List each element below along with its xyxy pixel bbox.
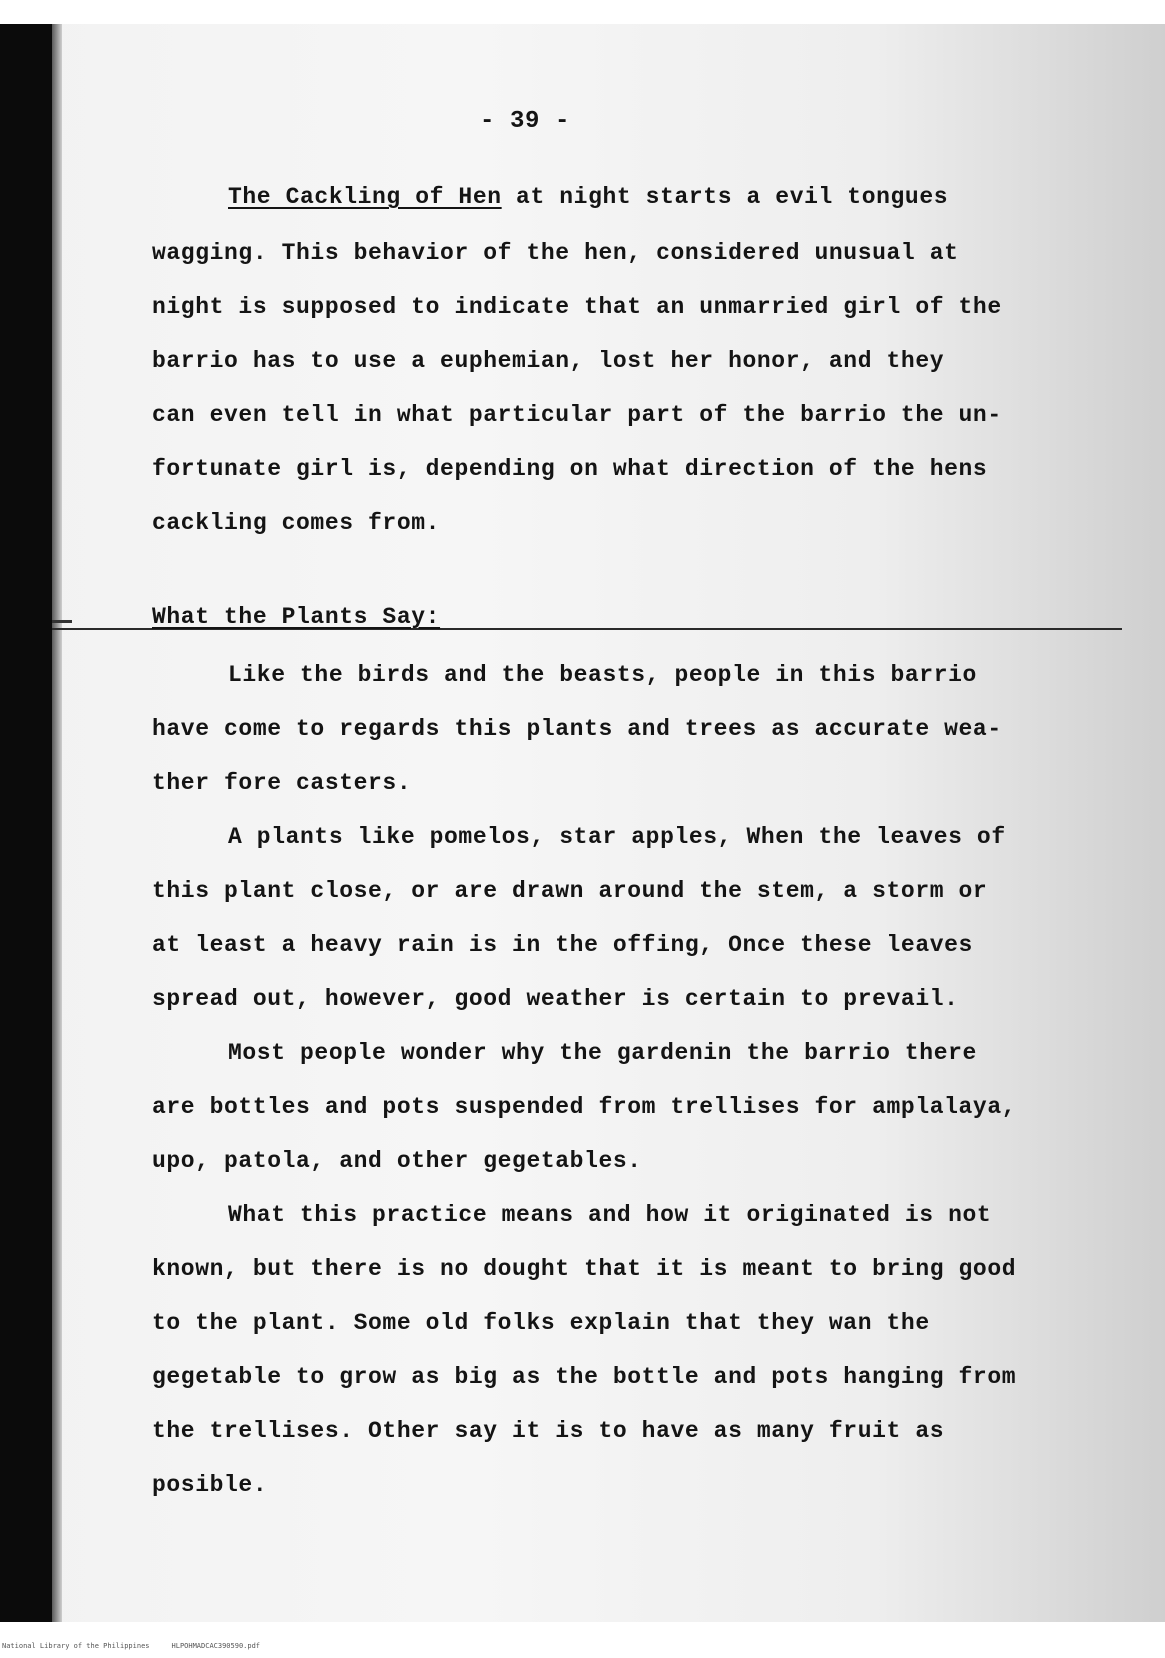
binding-edge [52, 24, 62, 1622]
paragraph-first-line: Most people wonder why the gardenin the barrio there [228, 1040, 977, 1066]
section1-line: wagging. This behavior of the hen, considered unusual at [152, 240, 959, 266]
footer-library: National Library of the Philippines [2, 1642, 150, 1650]
section1-line: can even tell in what particular part of the barrio the un- [152, 402, 1002, 428]
paragraph-line: known, but there is no dought that it is meant to bring good [152, 1256, 1017, 1282]
section1-first-line [228, 184, 948, 210]
section1-heading: The Cackling of Hen [228, 184, 502, 210]
paragraph-line: gegetable to grow as big as the bottle and pots hanging from [152, 1364, 1017, 1390]
paragraph-line: at least a heavy rain is in the offing, Once these leaves [152, 932, 973, 958]
page-number: - 39 - [480, 108, 571, 135]
paragraph-line: ther fore casters. [152, 770, 412, 796]
paragraph-first-line: A plants like pomelos, star apples, When the leaves of [228, 824, 1006, 850]
paragraph-line: posible. [152, 1472, 268, 1498]
paragraph-line: this plant close, or are drawn around the stem, a storm or [152, 878, 988, 904]
paragraph-line: are bottles and pots suspended from trellises for amplalaya, [152, 1094, 1017, 1120]
binding-shadow [0, 24, 52, 1622]
section1-line: fortunate girl is, depending on what direction of the hens [152, 456, 988, 482]
footer [2, 1642, 282, 1650]
paragraph-first-line: What this practice means and how it originated is not [228, 1202, 992, 1228]
section1-line: barrio has to use a euphemian, lost her honor, and they [152, 348, 945, 374]
section-rule-tick [52, 620, 72, 623]
footer-filename: HLPOHMADCAC390590.pdf [171, 1642, 261, 1650]
section1-line: cackling comes from. [152, 510, 441, 536]
section1-line: night is supposed to indicate that an unmarried girl of the [152, 294, 1002, 320]
section2-heading: What the Plants Say: [152, 604, 441, 630]
paragraph-line: to the plant. Some old folks explain that they wan the [152, 1310, 930, 1336]
paragraph-line: have come to regards this plants and trees as accurate wea- [152, 716, 1002, 742]
paragraph-line: upo, patola, and other gegetables. [152, 1148, 642, 1174]
paragraph-line: the trellises. Other say it is to have as many fruit as [152, 1418, 945, 1444]
section1-first-line-text: at night starts a evil tongues [501, 184, 949, 210]
paragraph-first-line: Like the birds and the beasts, people in this barrio [228, 662, 977, 688]
paragraph-line: spread out, however, good weather is certain to prevail. [152, 986, 959, 1012]
